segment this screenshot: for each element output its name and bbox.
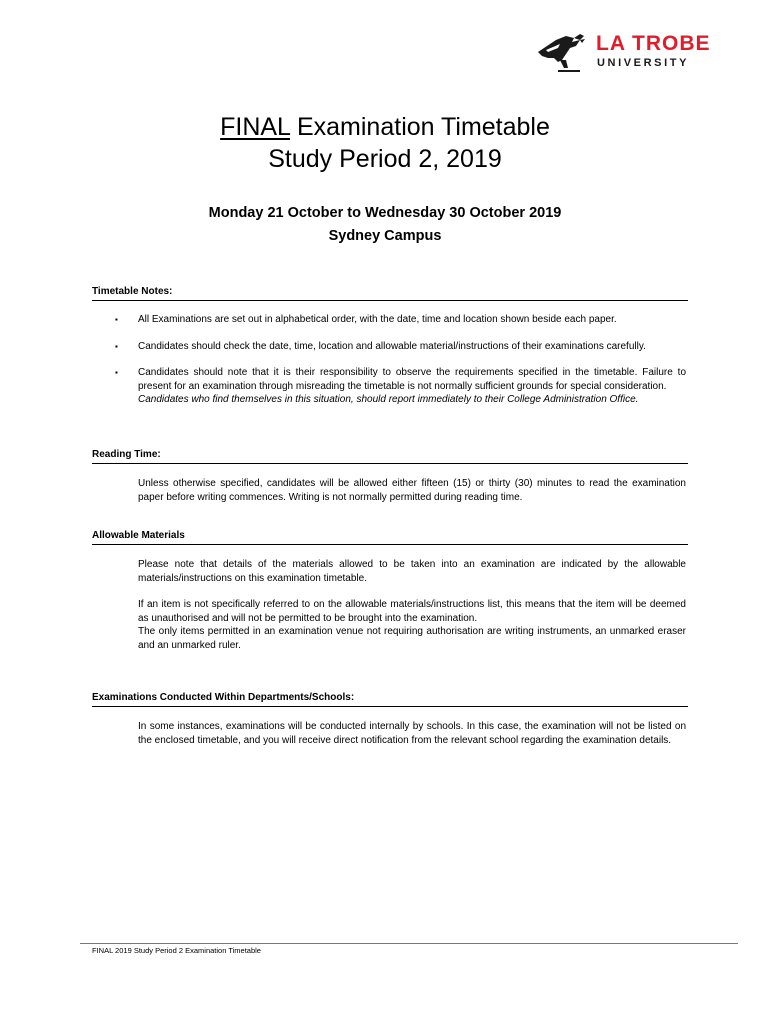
note-italic: Candidates who find themselves in this situation, should report immediately to their College Administration Office. [138, 394, 639, 405]
reading-time-heading: Reading Time: [92, 449, 688, 464]
exam-dates: Monday 21 October to Wednesday 30 October 2019 [208, 205, 562, 221]
allowable-materials-para3-text: The only items permitted in an examination venue not requiring authorisation are writing instruments, an unmarked eraser and an unmarked ruler. [138, 626, 686, 651]
title-line1-rest: Examination Timetable [290, 113, 550, 141]
page-title [0, 112, 770, 143]
campus-name: Sydney Campus [328, 228, 442, 244]
note-item [138, 366, 686, 407]
allowable-materials-para2 [138, 598, 686, 652]
allowable-materials-para1: Please note that details of the materials allowed to be taken into an examination are indicated by the allowable materials/instructions on this examination timetable. [138, 559, 686, 584]
footer-divider [80, 943, 738, 944]
logo-subtitle: UNIVERSITY [597, 57, 690, 69]
bullet-icon: ▪ [115, 342, 118, 351]
note-item: Candidates should check the date, time, location and allowable material/instructions of their examinations carefully. [138, 341, 646, 352]
note-item-text: Candidates should note that it is their responsibility to observe the requirements specified in the timetable. Failure to present for an examination through misreading the timetable is not normally sufficient grounds for special consideration. [138, 367, 686, 392]
university-logo [536, 30, 736, 74]
allowable-materials-heading: Allowable Materials [92, 530, 688, 545]
departments-heading: Examinations Conducted Within Departments/Schools: [92, 692, 688, 707]
page-footer: FINAL 2019 Study Period 2 Examination Timetable [92, 946, 261, 955]
note-item: All Examinations are set out in alphabetical order, with the date, time and location shown beside each paper. [138, 314, 617, 325]
page-title-line2: Study Period 2, 2019 [268, 145, 502, 173]
reading-time-text: Unless otherwise specified, candidates will be allowed either fifteen (15) or thirty (30) minutes to read the examination paper before writing commences. Writing is not normally permitted during reading time. [138, 478, 686, 503]
timetable-notes-heading: Timetable Notes: [92, 286, 688, 301]
title-emphasis: FINAL [220, 113, 291, 141]
departments-text: In some instances, examinations will be conducted internally by schools. In this case, the examination will not be listed on the enclosed timetable, and you will receive direct notification from the relevant school regarding the examination details. [138, 721, 686, 746]
eagle-logo-icon [536, 30, 594, 74]
allowable-materials-para2-text: If an item is not specifically referred to on the allowable materials/instructions list, this means that the item will be deemed as unauthorised and will not be permitted to be brought into the examination. [138, 599, 686, 624]
bullet-icon: ▪ [115, 315, 118, 324]
bullet-icon: ▪ [115, 368, 118, 377]
logo-name: LA TROBE [596, 32, 711, 55]
